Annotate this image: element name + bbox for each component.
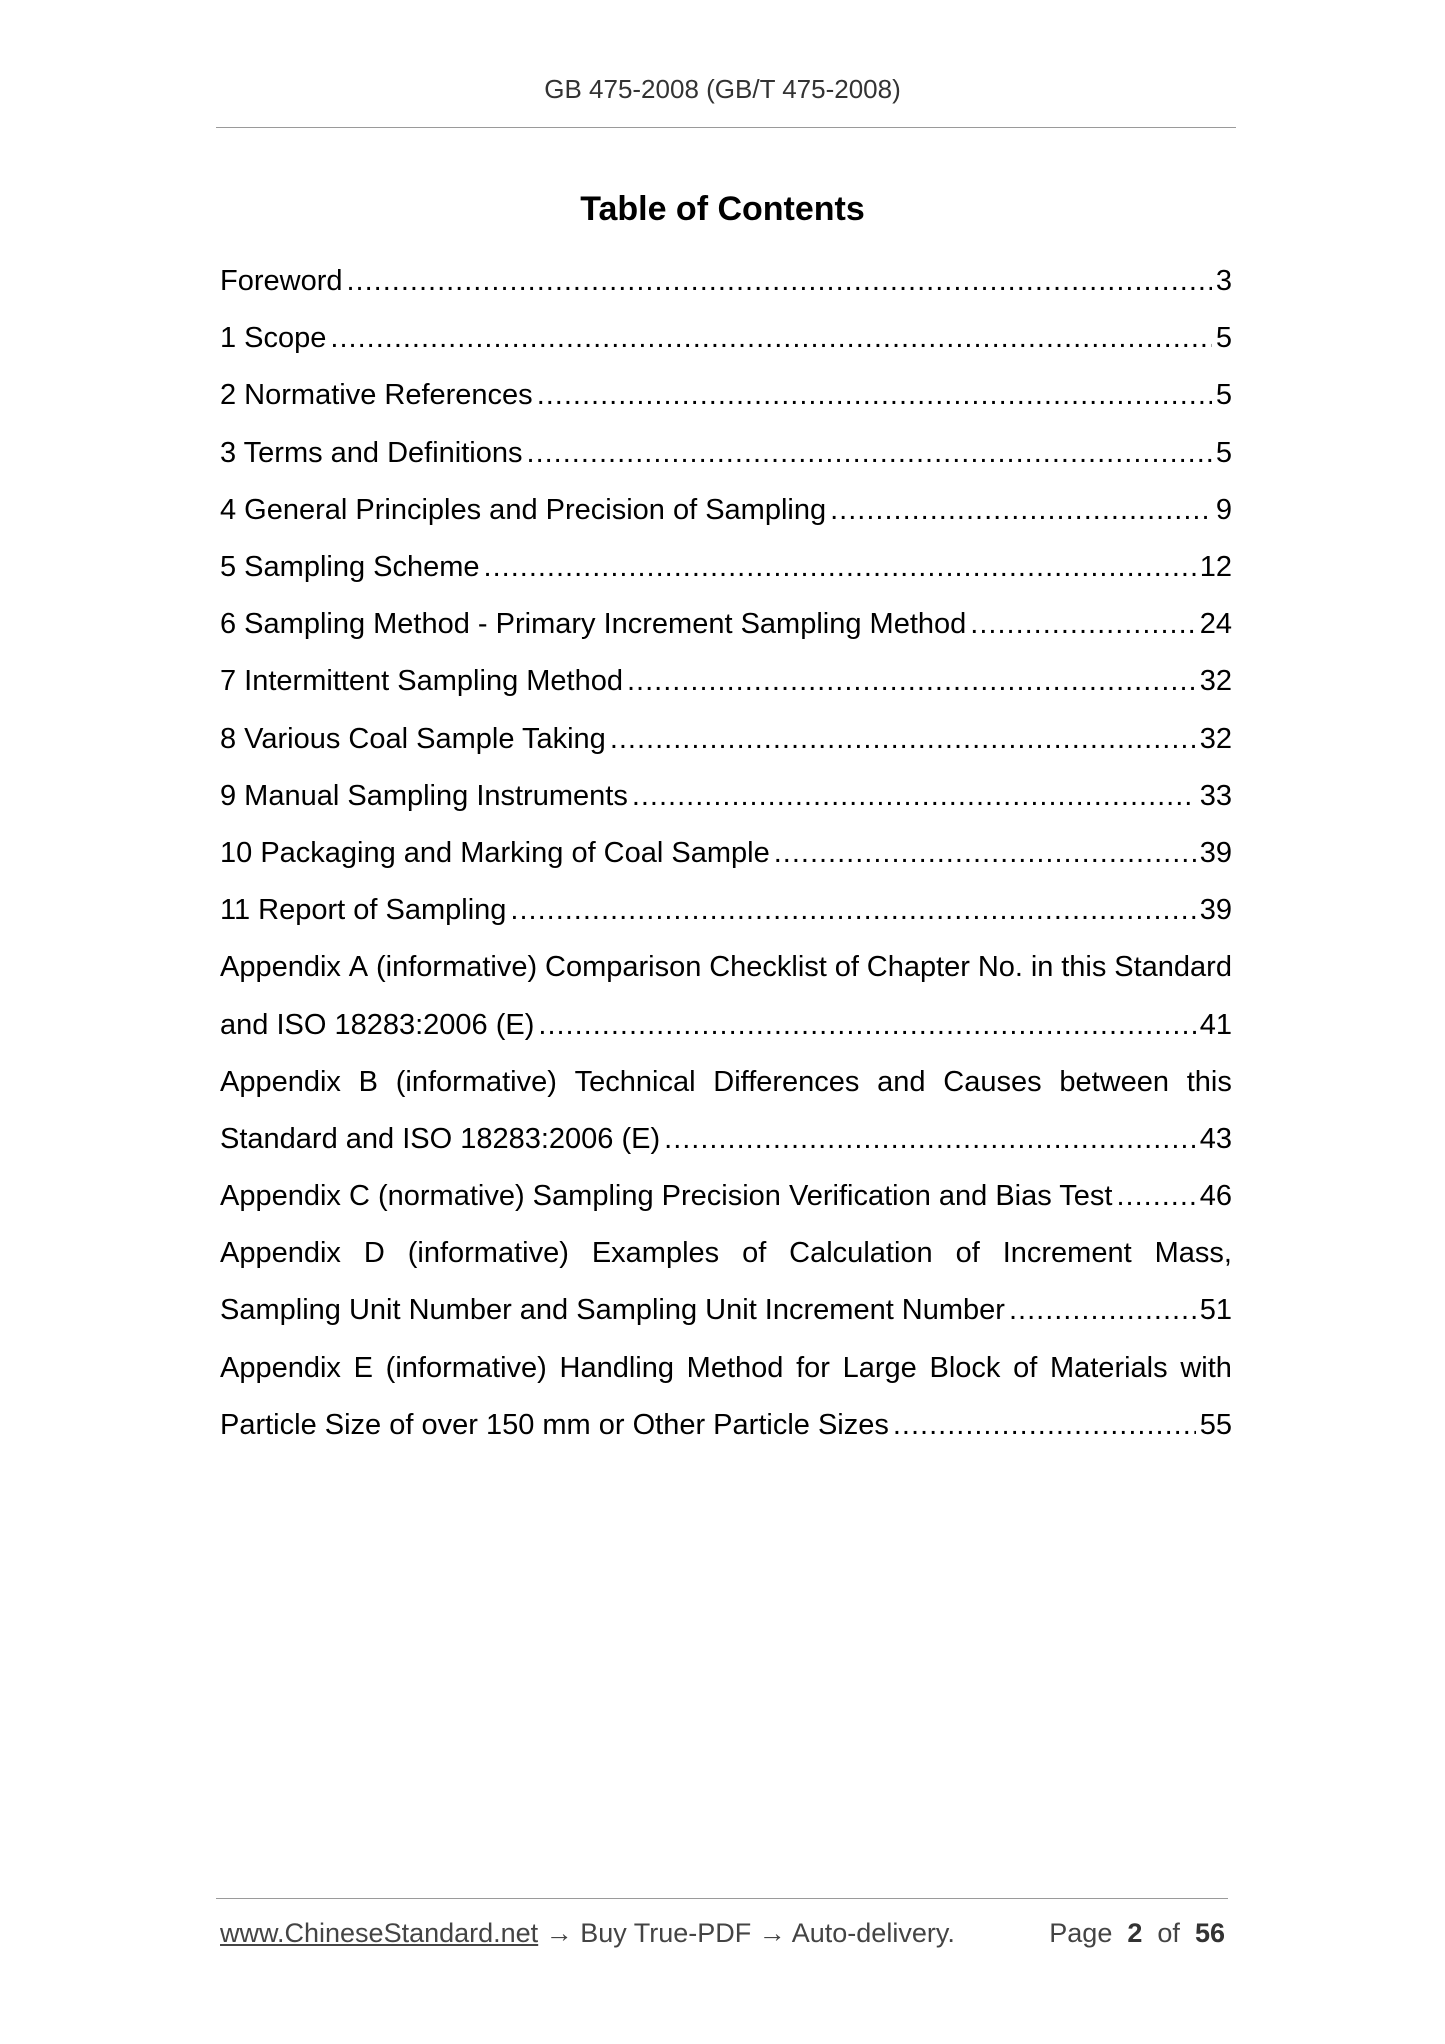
toc-entry-page: 33 [1199, 779, 1232, 812]
toc-entry[interactable] [220, 768, 1232, 825]
toc-appendix-continuation[interactable] [220, 1282, 1232, 1339]
appendix-word: (informative) [407, 1237, 569, 1270]
appendix-word: and [877, 1065, 926, 1098]
toc-entry[interactable] [220, 253, 1232, 310]
dot-leader [330, 322, 1211, 355]
appendix-word: Standard [1114, 951, 1232, 984]
toc-entry-label: 8 Various Coal Sample Taking [220, 722, 606, 755]
toc-entry-label: 10 Packaging and Marking of Coal Sample [220, 836, 770, 869]
appendix-word: in [1030, 951, 1054, 984]
page-indicator [1049, 1918, 1225, 1949]
appendix-word: of [955, 1237, 980, 1270]
appendix-word: for [796, 1351, 830, 1384]
toc-appendix-entry[interactable] [220, 939, 1232, 996]
appendix-word: Examples [591, 1237, 720, 1270]
toc-entry[interactable] [220, 539, 1232, 596]
toc-entry[interactable] [220, 653, 1232, 710]
dot-leader [527, 437, 1212, 470]
toc-entry-page: 5 [1215, 379, 1232, 412]
appendix-word: Mass, [1154, 1237, 1232, 1270]
appendix-word: this [1186, 1065, 1232, 1098]
toc-entry-page: 24 [1199, 608, 1232, 641]
toc-entry-page: 46 [1199, 1180, 1232, 1213]
appendix-word: Increment [1002, 1237, 1132, 1270]
toc-appendix-continuation[interactable] [220, 1397, 1232, 1454]
appendix-word: Appendix [220, 951, 341, 984]
toc-appendix-entry[interactable] [220, 1225, 1232, 1282]
page-footer [220, 1918, 1225, 1949]
appendix-word: (informative) [395, 1065, 557, 1098]
appendix-word: of [742, 1237, 767, 1270]
toc-entry-label: Standard and ISO 18283:2006 (E) [220, 1122, 661, 1155]
appendix-word: Differences [713, 1065, 860, 1098]
header-divider [216, 127, 1236, 128]
dot-leader [774, 837, 1196, 870]
appendix-word: A [348, 951, 369, 984]
toc-entry[interactable] [220, 425, 1232, 482]
toc-appendix-continuation[interactable] [220, 996, 1232, 1053]
toc-entry[interactable] [220, 882, 1232, 939]
appendix-word: with [1180, 1351, 1232, 1384]
appendix-word: Checklist [709, 951, 827, 984]
toc-title: Table of Contents [580, 190, 865, 228]
dot-leader [347, 265, 1212, 298]
appendix-word: Materials [1049, 1351, 1168, 1384]
footer-left [220, 1918, 955, 1949]
website-link[interactable]: www.ChineseStandard.net [220, 1918, 539, 1948]
toc-entry-label: 2 Normative References [220, 379, 533, 412]
appendix-word: Method [686, 1351, 784, 1384]
appendix-word: of [1013, 1351, 1038, 1384]
toc-entry-label: 6 Sampling Method - Primary Increment Sampling Method [220, 608, 967, 641]
toc-entry-label: Foreword [220, 265, 343, 298]
toc-entry-page: 39 [1199, 836, 1232, 869]
appendix-word: B [358, 1065, 379, 1098]
footer-tagline: → Buy True-PDF → Auto-delivery. [545, 1918, 955, 1948]
toc-entry-label: 5 Sampling Scheme [220, 551, 480, 584]
dot-leader [610, 723, 1196, 756]
appendix-word: Causes [943, 1065, 1042, 1098]
appendix-word: Chapter [866, 951, 970, 984]
toc-entry[interactable] [220, 825, 1232, 882]
toc-entry-label: Appendix C (normative) Sampling Precision Verification and Bias Test [220, 1180, 1113, 1213]
toc-entry-label: Particle Size of over 150 mm or Other Particle Sizes [220, 1408, 889, 1441]
toc-appendix-entry[interactable] [220, 1168, 1232, 1225]
appendix-word: Large [842, 1351, 917, 1384]
appendix-word: of [834, 951, 859, 984]
appendix-word: between [1059, 1065, 1170, 1098]
appendix-word: Handling [559, 1351, 674, 1384]
toc-entry-page: 43 [1199, 1122, 1232, 1155]
appendix-word: Calculation [789, 1237, 933, 1270]
toc-appendix-entry[interactable] [220, 1340, 1232, 1397]
appendix-word: this [1061, 951, 1107, 984]
dot-leader [1009, 1294, 1196, 1327]
page-total: 56 [1194, 1918, 1225, 1948]
toc-entry-page: 12 [1199, 551, 1232, 584]
dot-leader [664, 1123, 1196, 1156]
toc-entry[interactable] [220, 367, 1232, 424]
toc-entry-page: 41 [1199, 1008, 1232, 1041]
toc-entry-page: 51 [1199, 1294, 1232, 1327]
dot-leader [830, 494, 1212, 527]
toc-appendix-continuation[interactable] [220, 1111, 1232, 1168]
toc-entry[interactable] [220, 310, 1232, 367]
appendix-word: (informative) [385, 1351, 547, 1384]
toc-entry-page: 32 [1199, 665, 1232, 698]
appendix-word: Comparison [545, 951, 702, 984]
dot-leader [537, 379, 1212, 412]
dot-leader [970, 608, 1195, 641]
appendix-word: (informative) [376, 951, 538, 984]
toc-entry-page: 3 [1215, 265, 1232, 298]
dot-leader [632, 780, 1196, 813]
appendix-word: Appendix [220, 1065, 341, 1098]
toc-entries [220, 253, 1232, 939]
toc-entry-label: 4 General Principles and Precision of Sampling [220, 493, 827, 526]
appendix-word: No. [977, 951, 1023, 984]
table-of-contents [220, 253, 1232, 1454]
of-word: of [1157, 1918, 1180, 1948]
page-word: Page [1049, 1918, 1113, 1948]
appendix-word: Appendix [220, 1351, 341, 1384]
page-current: 2 [1127, 1918, 1143, 1948]
toc-entry-page: 32 [1199, 722, 1232, 755]
toc-appendices [220, 939, 1232, 1454]
toc-entry-label: and ISO 18283:2006 (E) [220, 1008, 535, 1041]
dot-leader [538, 1009, 1195, 1042]
toc-entry-label: 3 Terms and Definitions [220, 436, 523, 469]
toc-entry-label: 9 Manual Sampling Instruments [220, 779, 628, 812]
toc-entry-label: 11 Report of Sampling [220, 894, 507, 927]
dot-leader [893, 1409, 1196, 1442]
toc-entry[interactable] [220, 482, 1232, 539]
appendix-word: Technical [574, 1065, 696, 1098]
toc-entry-page: 5 [1215, 436, 1232, 469]
toc-entry-label: 1 Scope [220, 322, 327, 355]
appendix-word: D [363, 1237, 385, 1270]
dot-leader [1116, 1180, 1195, 1213]
toc-entry-label: 7 Intermittent Sampling Method [220, 665, 623, 698]
appendix-word: Appendix [220, 1237, 341, 1270]
toc-appendix-entry[interactable] [220, 1054, 1232, 1111]
toc-entry-page: 9 [1215, 493, 1232, 526]
toc-entry-label: Sampling Unit Number and Sampling Unit Increment Number [220, 1294, 1005, 1327]
dot-leader [627, 665, 1196, 698]
toc-entry[interactable] [220, 711, 1232, 768]
dot-leader [484, 551, 1196, 584]
toc-entry-page: 5 [1215, 322, 1232, 355]
dot-leader [510, 894, 1195, 927]
toc-entry-page: 39 [1199, 894, 1232, 927]
document-header: GB 475-2008 (GB/T 475-2008) [544, 74, 901, 104]
footer-divider [216, 1898, 1228, 1899]
toc-entry[interactable] [220, 596, 1232, 653]
appendix-word: Block [929, 1351, 1001, 1384]
toc-entry-page: 55 [1199, 1408, 1232, 1441]
appendix-word: E [353, 1351, 373, 1384]
